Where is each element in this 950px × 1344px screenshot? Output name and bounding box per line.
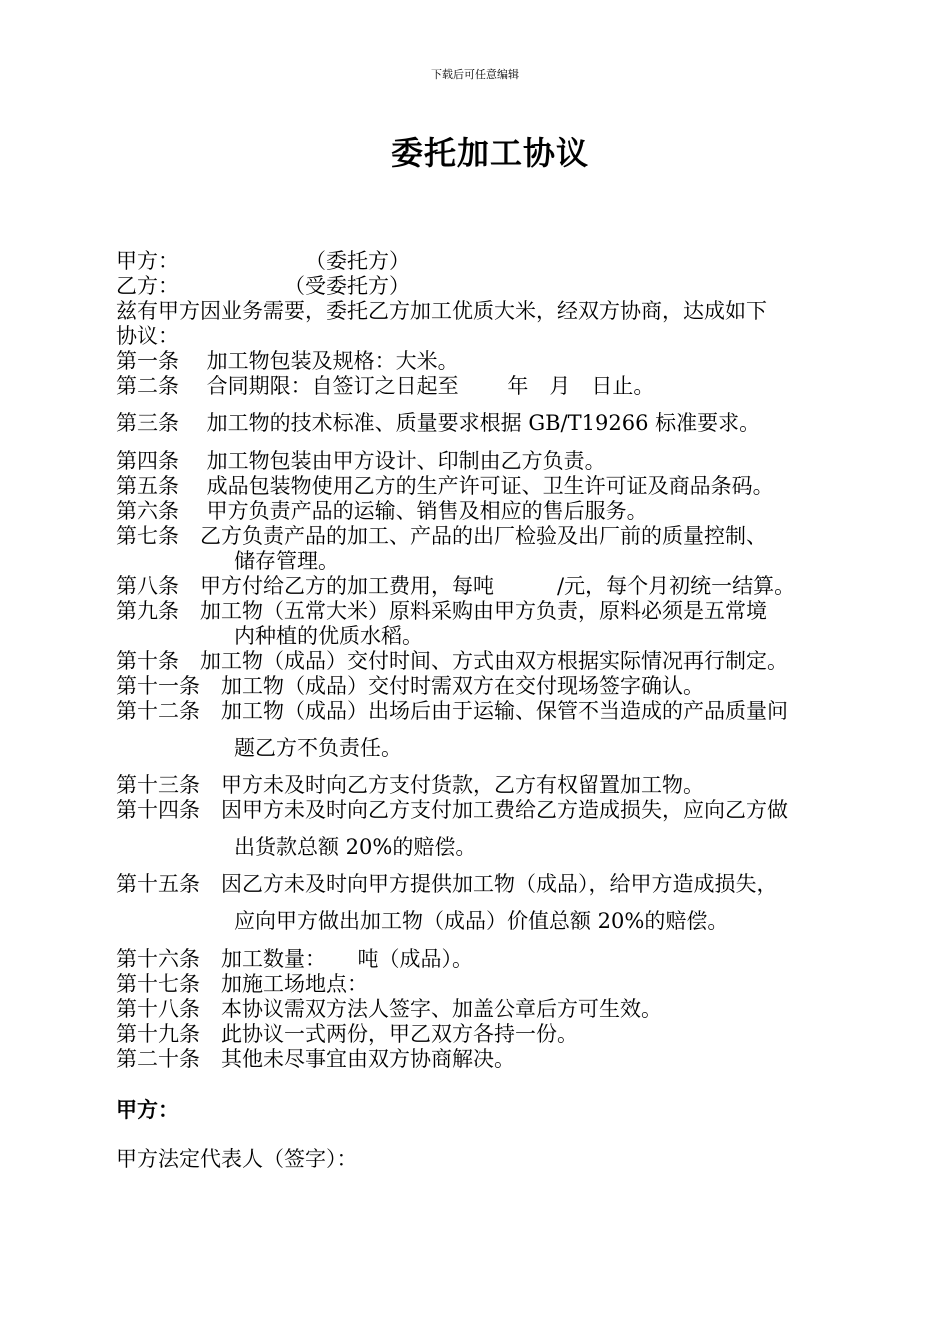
clause-10: 第十条 加工物（成品）交付时间、方式由双方根据实际情况再行制定。	[116, 649, 788, 673]
clause-4: 第四条 加工物包装由甲方设计、印制由乙方负责。	[116, 449, 606, 473]
clause-13: 第十三条 甲方未及时向乙方支付货款，乙方有权留置加工物。	[116, 773, 704, 797]
preamble-line-2: 协议：	[116, 324, 179, 348]
clause-15-cont: 应向甲方做出加工物（成品）价值总额 20%的赔偿。	[234, 909, 729, 933]
clause-9-cont: 内种植的优质水稻。	[234, 624, 423, 648]
clause-15: 第十五条 因乙方未及时向甲方提供加工物（成品），给甲方造成损失，	[116, 872, 778, 896]
clause-14: 第十四条 因甲方未及时向乙方支付加工费给乙方造成损失，应向乙方做	[116, 798, 788, 822]
clause-3: 第三条 加工物的技术标准、质量要求根据 GB/T19266 标准要求。	[116, 411, 761, 435]
clause-12: 第十二条 加工物（成品）出场后由于运输、保管不当造成的产品质量问	[116, 699, 788, 723]
party-a-line: 甲方： （委托方）	[116, 249, 410, 273]
clause-11: 第十一条 加工物（成品）交付时需双方在交付现场签字确认。	[116, 674, 704, 698]
party-a-signature-label: 甲方：	[116, 1097, 179, 1122]
clause-17: 第十七条 加施工场地点：	[116, 972, 368, 996]
clause-2: 第二条 合同期限：自签订之日起至 年 月 日止。	[116, 374, 655, 398]
clause-16: 第十六条 加工数量： 吨（成品）。	[116, 947, 473, 971]
clause-19: 第十九条 此协议一式两份，甲乙双方各持一份。	[116, 1022, 578, 1046]
clause-1: 第一条 加工物包装及规格：大米。	[116, 349, 459, 373]
clause-7: 第七条 乙方负责产品的加工、产品的出厂检验及出厂前的质量控制、	[116, 524, 767, 548]
clause-14-cont: 出货款总额 20%的赔偿。	[234, 835, 477, 859]
clause-9: 第九条 加工物（五常大米）原料采购由甲方负责，原料必须是五常境	[116, 599, 767, 623]
clause-8: 第八条 甲方付给乙方的加工费用，每吨 /元，每个月初统一结算。	[116, 574, 796, 598]
clause-5: 第五条 成品包装物使用乙方的生产许可证、卫生许可证及商品条码。	[116, 474, 774, 498]
party-a-representative-label: 甲方法定代表人（签字）：	[116, 1147, 358, 1171]
clause-12-cont: 题乙方不负责任。	[234, 736, 402, 760]
clause-18: 第十八条 本协议需双方法人签字、加盖公章后方可生效。	[116, 997, 662, 1021]
clause-7-cont: 储存管理。	[234, 549, 339, 573]
clause-6: 第六条 甲方负责产品的运输、销售及相应的售后服务。	[116, 499, 648, 523]
header-note: 下载后可任意编辑	[431, 68, 519, 81]
preamble-line-1: 兹有甲方因业务需要，委托乙方加工优质大米，经双方协商，达成如下	[116, 299, 767, 323]
party-b-line: 乙方： （受委托方）	[116, 274, 410, 298]
document-title: 委托加工协议	[390, 134, 589, 172]
clause-20: 第二十条 其他未尽事宜由双方协商解决。	[116, 1047, 515, 1071]
